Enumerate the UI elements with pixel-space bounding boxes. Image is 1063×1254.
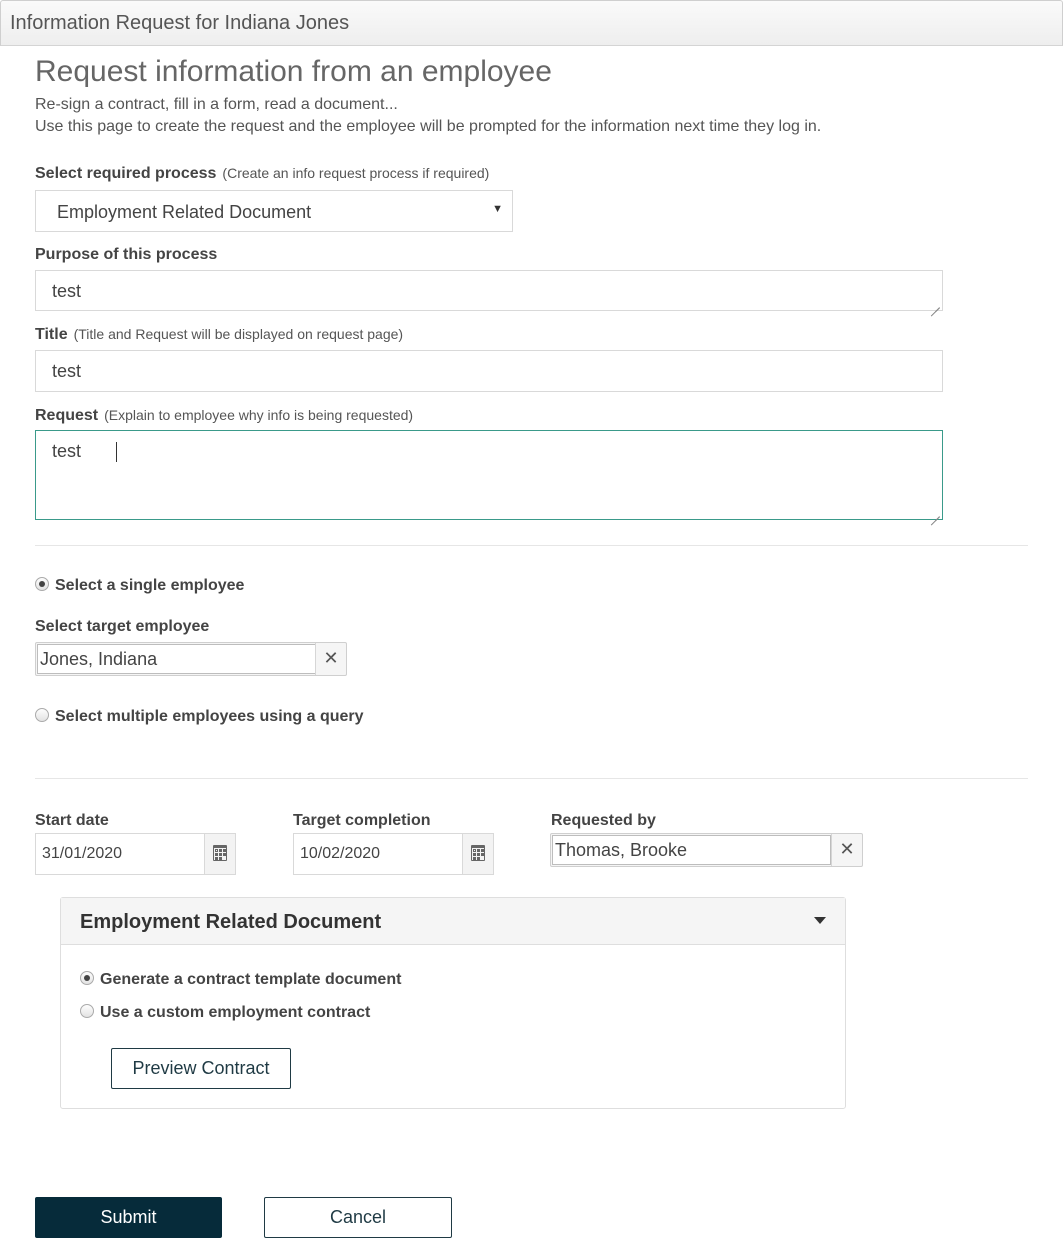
start-date-calendar-button[interactable] [204, 834, 235, 874]
process-selected-value: Employment Related Document [57, 202, 312, 222]
requested-by-combo [550, 833, 863, 867]
purpose-textarea[interactable] [35, 270, 943, 311]
section-divider [35, 778, 1028, 779]
page-title: Request information from an employee [35, 55, 552, 88]
clear-target-employee-icon[interactable]: ✕ [315, 643, 346, 675]
title-label [35, 326, 403, 344]
text-cursor [116, 442, 117, 462]
purpose-label: Purpose of this process [35, 246, 218, 263]
title-hint: (Title and Request will be displayed on request page) [73, 326, 404, 342]
multiple-employees-radio[interactable] [35, 708, 49, 722]
process-label [35, 165, 489, 183]
request-label [35, 407, 413, 425]
target-completion-input[interactable] [293, 833, 494, 875]
generate-template-label: Generate a contract template document [100, 971, 402, 988]
target-completion-value: 10/02/2020 [300, 845, 381, 862]
process-hint: (Create an info request process if required) [222, 165, 490, 181]
request-textarea[interactable] [35, 430, 943, 520]
page-subtitle-line-1: Re-sign a contract, fill in a form, read a document... [35, 96, 398, 113]
submit-button[interactable]: Submit [35, 1197, 222, 1238]
requested-by-label: Requested by [551, 812, 656, 829]
process-select[interactable] [35, 190, 513, 232]
chevron-down-icon: ▼ [492, 203, 503, 215]
target-employee-input[interactable]: Jones, Indiana [37, 644, 316, 674]
collapse-triangle-icon[interactable] [814, 917, 826, 924]
target-completion-calendar-button[interactable] [462, 834, 493, 874]
start-date-input[interactable] [35, 833, 236, 875]
panel-title: Employment Related Document [80, 911, 382, 933]
resize-handle-icon[interactable] [930, 298, 940, 308]
target-employee-combo [35, 642, 347, 676]
requested-by-input[interactable]: Thomas, Brooke [552, 835, 831, 865]
single-employee-radio[interactable] [35, 577, 49, 591]
start-date-value: 31/01/2020 [42, 845, 123, 862]
panel-header[interactable] [61, 898, 845, 945]
clear-requested-by-icon[interactable]: ✕ [831, 834, 862, 866]
request-label-text: Request [35, 407, 99, 424]
section-divider [35, 545, 1028, 546]
single-employee-label: Select a single employee [55, 577, 245, 594]
window-titlebar [0, 0, 1063, 46]
process-label-text: Select required process [35, 165, 217, 182]
document-options-panel [60, 897, 846, 1109]
title-value: test [52, 361, 82, 381]
calendar-icon [471, 845, 485, 861]
preview-contract-button[interactable]: Preview Contract [111, 1048, 291, 1089]
custom-contract-radio[interactable] [80, 1004, 94, 1018]
title-input[interactable] [35, 350, 943, 392]
multiple-employees-label: Select multiple employees using a query [55, 708, 364, 725]
page-subtitle-line-2: Use this page to create the request and the employee will be prompted for the information next time they log in. [35, 118, 822, 135]
purpose-value: test [52, 281, 82, 301]
custom-contract-label: Use a custom employment contract [100, 1004, 371, 1021]
calendar-icon [213, 845, 227, 861]
target-employee-label: Select target employee [35, 618, 210, 635]
generate-template-radio[interactable] [80, 971, 94, 985]
title-label-text: Title [35, 326, 68, 343]
start-date-label: Start date [35, 812, 109, 829]
resize-handle-icon[interactable] [930, 507, 940, 517]
window-title: Information Request for Indiana Jones [10, 12, 350, 34]
request-hint: (Explain to employee why info is being requested) [104, 407, 414, 423]
target-completion-label: Target completion [293, 812, 431, 829]
cancel-button[interactable]: Cancel [264, 1197, 452, 1238]
request-value: test [52, 441, 82, 461]
